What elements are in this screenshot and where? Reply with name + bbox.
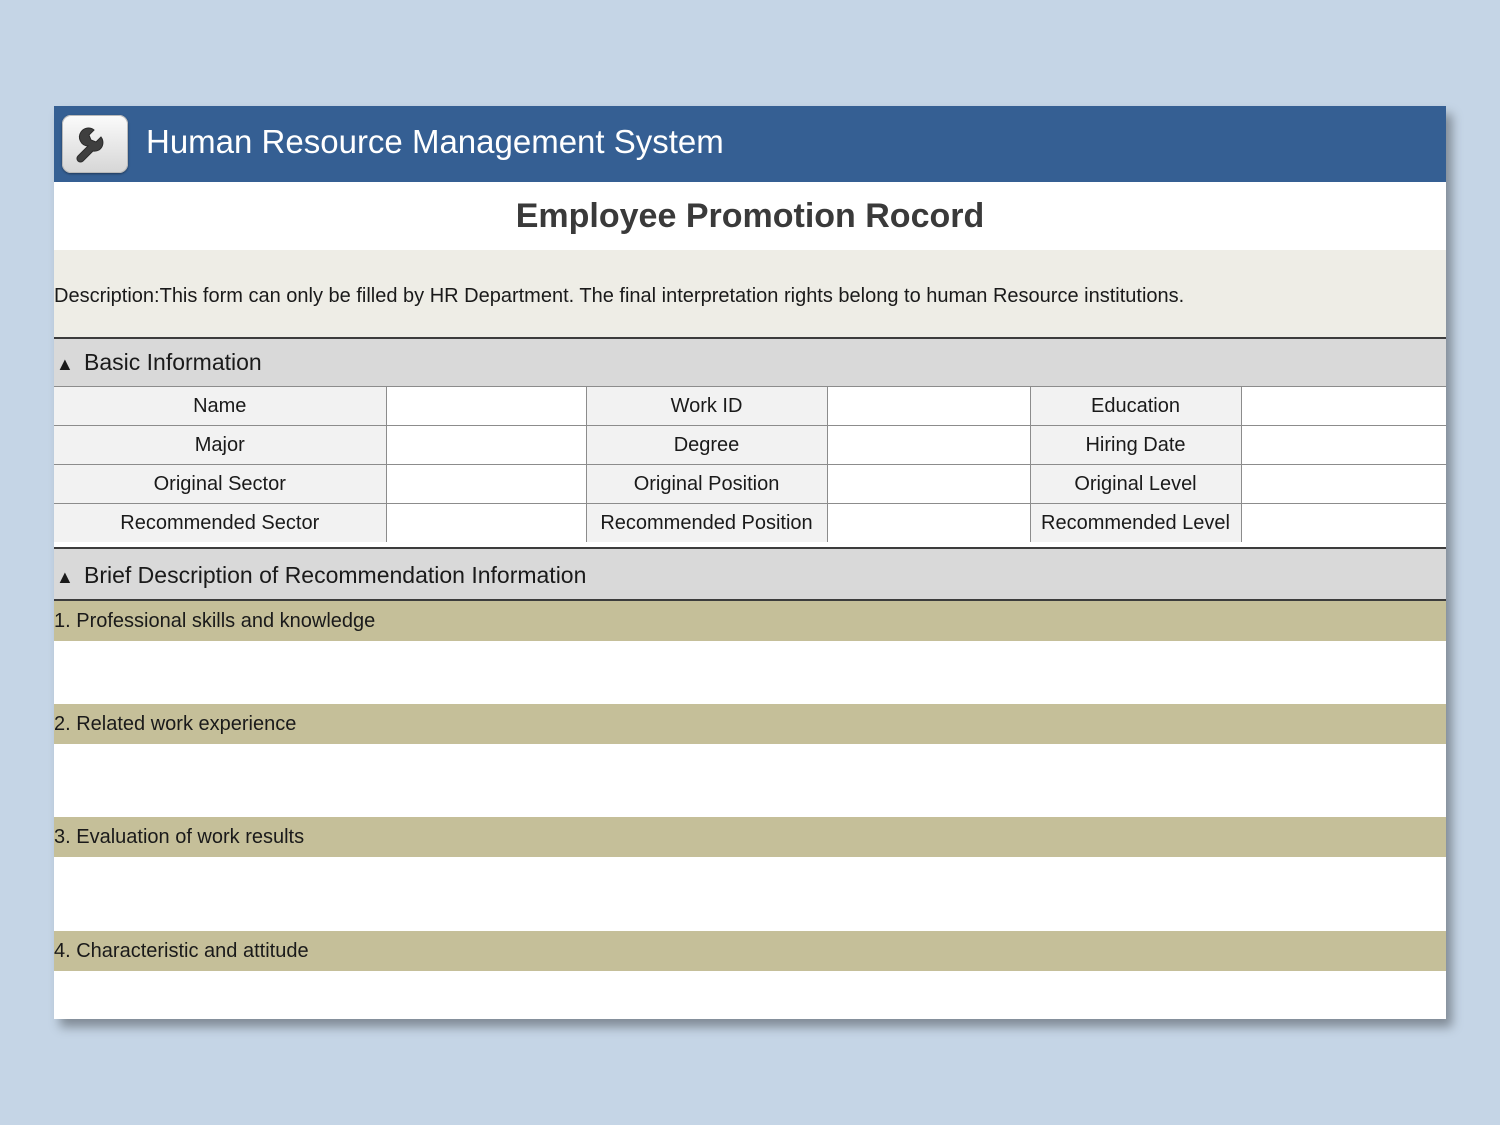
original-sector-field[interactable]: [386, 465, 586, 504]
table-row: [54, 504, 1446, 543]
page-title: Employee Promotion Rocord: [515, 197, 985, 235]
form-description: Description:This form can only be filled by HR Department. The final interpretation rights belong to human Resource institutions.: [54, 250, 1446, 339]
field-label-original-position: Original Position: [586, 465, 827, 504]
app-title: Human Resource Management System: [146, 123, 724, 160]
collapse-triangle-icon[interactable]: ▲: [56, 567, 74, 587]
app-header: [54, 106, 1446, 182]
field-label-recommended-level: Recommended Level: [1030, 504, 1241, 543]
table-row: [54, 387, 1446, 426]
education-field[interactable]: [1241, 387, 1446, 426]
professional-skills-input[interactable]: [54, 641, 1446, 704]
work-results-input[interactable]: [54, 857, 1446, 931]
recommended-level-field[interactable]: [1241, 504, 1446, 543]
item-professional-skills-label: 1. Professional skills and knowledge: [54, 601, 1446, 641]
field-label-name: Name: [54, 387, 386, 426]
recommended-position-field[interactable]: [827, 504, 1030, 543]
field-label-degree: Degree: [586, 426, 827, 465]
section-basic-information[interactable]: [54, 339, 1446, 387]
work-id-field[interactable]: [827, 387, 1030, 426]
collapse-triangle-icon[interactable]: ▲: [56, 354, 74, 374]
section-heading: Basic Information: [84, 349, 262, 375]
major-field[interactable]: [386, 426, 586, 465]
field-label-original-level: Original Level: [1030, 465, 1241, 504]
section-recommendation-information[interactable]: [54, 547, 1446, 601]
field-label-recommended-sector: Recommended Sector: [54, 504, 386, 543]
original-position-field[interactable]: [827, 465, 1030, 504]
field-label-education: Education: [1030, 387, 1241, 426]
table-row: [54, 465, 1446, 504]
basic-info-table: [54, 387, 1446, 542]
form-sheet: [54, 106, 1446, 1019]
item-work-results-label: 3. Evaluation of work results: [54, 817, 1446, 857]
item-characteristic-label: 4. Characteristic and attitude: [54, 931, 1446, 971]
wrench-icon[interactable]: [62, 115, 128, 173]
characteristic-input[interactable]: [54, 971, 1446, 1019]
item-work-experience-label: 2. Related work experience: [54, 704, 1446, 744]
hiring-date-field[interactable]: [1241, 426, 1446, 465]
recommended-sector-field[interactable]: [386, 504, 586, 543]
section-heading: Brief Description of Recommendation Information: [84, 562, 587, 588]
field-label-original-sector: Original Sector: [54, 465, 386, 504]
field-label-hiring-date: Hiring Date: [1030, 426, 1241, 465]
degree-field[interactable]: [827, 426, 1030, 465]
work-experience-input[interactable]: [54, 744, 1446, 817]
field-label-major: Major: [54, 426, 386, 465]
field-label-recommended-position: Recommended Position: [586, 504, 827, 543]
field-label-work-id: Work ID: [586, 387, 827, 426]
table-row: [54, 426, 1446, 465]
original-level-field[interactable]: [1241, 465, 1446, 504]
name-field[interactable]: [386, 387, 586, 426]
